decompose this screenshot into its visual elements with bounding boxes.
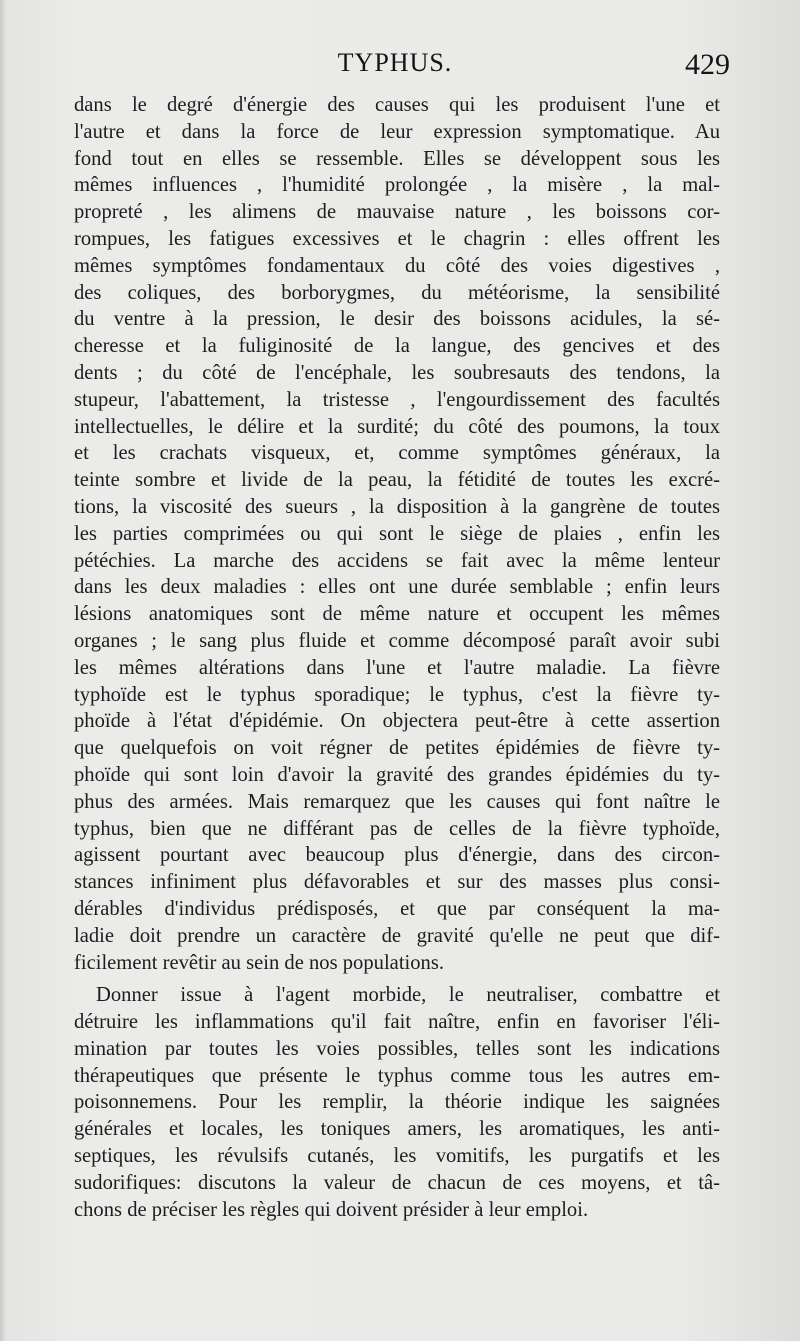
text-line: rompues, les fatigues excessives et le chagrin : elles offrent les	[74, 227, 720, 250]
text-line: détruire les inflammations qu'il fait naître, enfin en favoriser l'éli-	[74, 1011, 720, 1034]
paragraph	[74, 92, 720, 976]
text-line: du ventre à la pression, le desir des boissons acidules, la sé-	[74, 308, 720, 331]
text-line: poisonnemens. Pour les remplir, la théorie indique les saignées	[74, 1091, 720, 1114]
text-line: l'autre et dans la force de leur expression symptomatique. Au	[74, 120, 720, 143]
text-line: dents ; du côté de l'encéphale, les soubresauts des tendons, la	[74, 361, 720, 384]
text-line: dérables d'individus prédisposés, et que par conséquent la ma-	[74, 897, 720, 920]
text-line: cheresse et la fuliginosité de la langue, des gencives et des	[74, 335, 720, 358]
text-line: dans les deux maladies : elles ont une durée semblable ; enfin leurs	[74, 576, 720, 599]
text-line: stances infiniment plus défavorables et sur des masses plus consi-	[74, 871, 720, 894]
text-line: les parties comprimées ou qui sont le siège de plaies , enfin les	[74, 522, 720, 545]
text-line: que quelquefois on voit régner de petites épidémies de fièvre ty-	[74, 737, 720, 760]
text-line: ladie doit prendre un caractère de gravité qu'elle ne peut que dif-	[74, 924, 720, 947]
text-line: lésions anatomiques sont de même nature et occupent les mêmes	[74, 603, 720, 626]
page-header	[0, 48, 800, 84]
text-line: fond tout en elles se ressemble. Elles se développent sous les	[74, 147, 720, 170]
text-line: sudorifiques: discutons la valeur de chacun de ces moyens, et tâ-	[74, 1171, 720, 1194]
text-line: propreté , les alimens de mauvaise nature , les boissons cor-	[74, 201, 720, 224]
text-line: organes ; le sang plus fluide et comme décomposé paraît avoir subi	[74, 629, 720, 652]
text-line: septiques, les révulsifs cutanés, les vomitifs, les purgatifs et les	[74, 1145, 720, 1168]
text-line: agissent pourtant avec beaucoup plus d'énergie, dans des circon-	[74, 844, 720, 867]
text-line: typhus, bien que ne différant pas de celles de la fièvre typhoïde,	[74, 817, 720, 840]
running-title: TYPHUS.	[337, 48, 453, 77]
text-line: les mêmes altérations dans l'une et l'autre maladie. La fièvre	[74, 656, 720, 679]
text-line: typhoïde est le typhus sporadique; le typhus, c'est la fièvre ty-	[74, 683, 720, 706]
text-line: dans le degré d'énergie des causes qui les produisent l'une et	[74, 94, 720, 116]
text-line: chons de préciser les règles qui doivent présider à leur emploi.	[74, 1198, 589, 1221]
text-line: mination par toutes les voies possibles, telles sont les indications	[74, 1037, 720, 1060]
paragraph	[74, 982, 720, 1223]
text-line: des coliques, des borborygmes, du météorisme, la sensibilité	[74, 281, 720, 304]
text-line: et les crachats visqueux, et, comme symptômes généraux, la	[74, 442, 720, 465]
text-line: mêmes influences , l'humidité prolongée , la misère , la mal-	[74, 174, 720, 197]
text-line: teinte sombre et livide de la peau, la fétidité de toutes les excré-	[74, 469, 720, 492]
text-line: pétéchies. La marche des accidens se fait avec la même lenteur	[74, 549, 720, 572]
text-line: Donner issue à l'agent morbide, le neutraliser, combattre et	[96, 984, 720, 1007]
text-line: stupeur, l'abattement, la tristesse , l'engourdissement des facultés	[74, 388, 720, 411]
page-gutter-shadow	[0, 0, 6, 1341]
text-line: générales et locales, les toniques amers, les aromatiques, les anti-	[74, 1118, 720, 1141]
text-line: thérapeutiques que présente le typhus comme tous les autres em-	[74, 1064, 720, 1087]
text-line: ficilement revêtir au sein de nos populations.	[74, 951, 445, 974]
body-text	[74, 92, 720, 1223]
text-line: phoïde qui sont loin d'avoir la gravité des grandes épidémies du ty-	[74, 763, 720, 786]
text-line: tions, la viscosité des sueurs , la disposition à la gangrène de toutes	[74, 495, 720, 518]
text-line: phus des armées. Mais remarquez que les causes qui font naître le	[74, 790, 720, 813]
text-line: mêmes symptômes fondamentaux du côté des voies digestives ,	[74, 254, 720, 277]
page-number: 429	[685, 48, 730, 81]
text-line: phoïde à l'état d'épidémie. On objectera peut-être à cette assertion	[74, 710, 720, 733]
text-line: intellectuelles, le délire et la surdité; du côté des poumons, la toux	[74, 415, 720, 438]
